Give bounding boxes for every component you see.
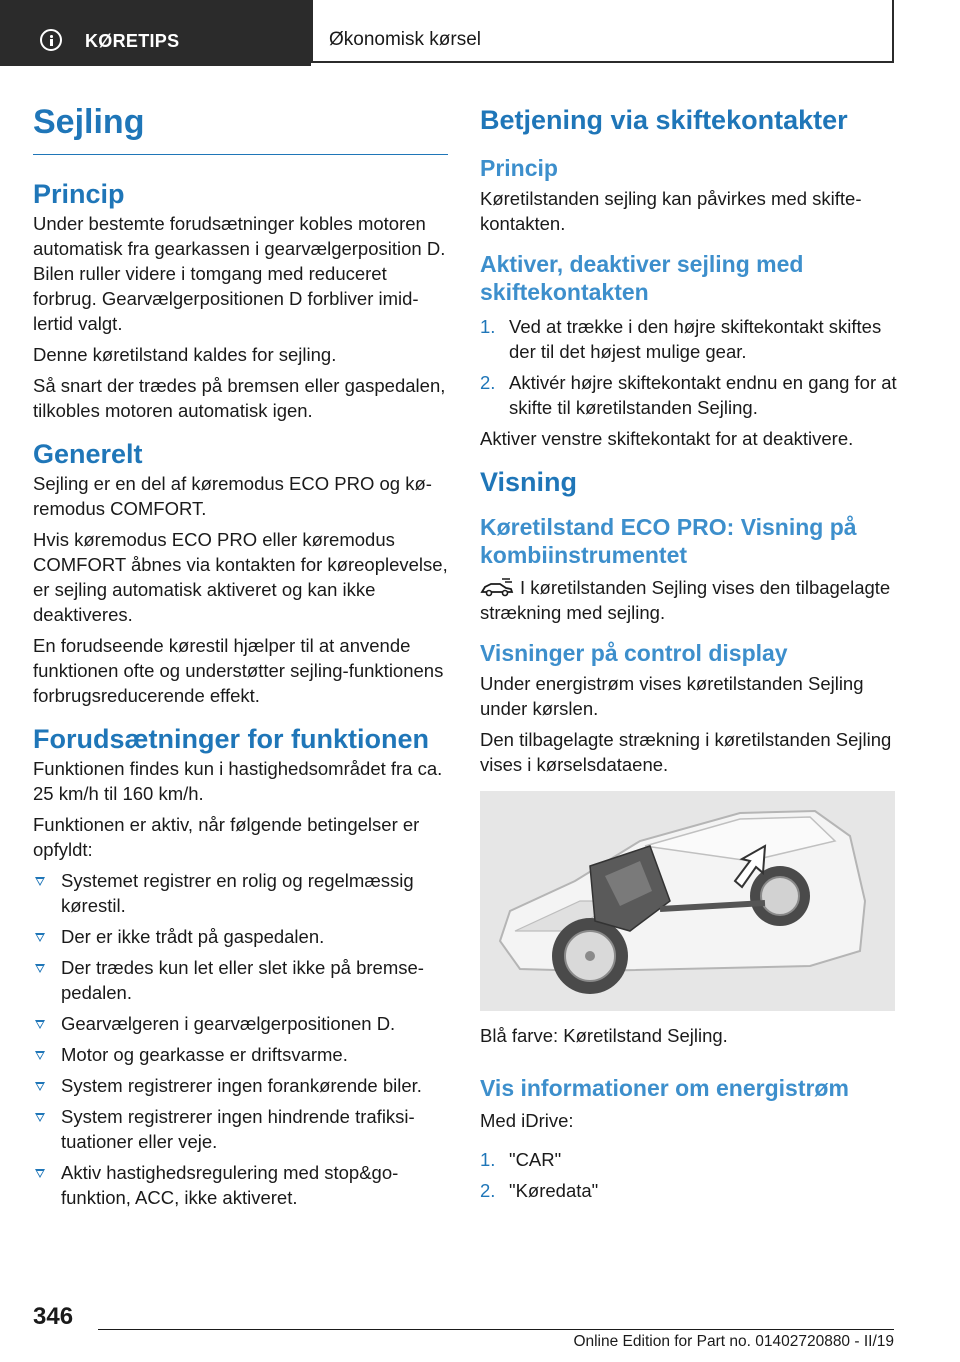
heading-control-display: Visninger på control display — [480, 640, 788, 666]
list-item: Der trædes kun let eller slet ikke på bremsepedalen. — [33, 955, 448, 1005]
paragraph: En forudseende kørestil hjælper til at anvende funktionen ofte og understøtter sejling-funktionens forbrugsreducerende effekt. — [33, 635, 444, 706]
triangle-bullet-icon — [35, 1113, 45, 1122]
triangle-bullet-icon — [35, 1169, 45, 1178]
list-item: 2. Aktivér højre skiftekontakt endnu en gang for at skifte til køretilstanden Sejling. — [480, 372, 897, 418]
paragraph: Så snart der trædes på bremsen eller gaspedalen, tilkobles motoren automatisk igen. — [33, 375, 446, 421]
heading-princip-2: Princip — [480, 155, 558, 181]
list-item: System registrerer ingen forankørende biler. — [33, 1073, 448, 1098]
triangle-bullet-icon — [35, 1082, 45, 1091]
heading-energistroem: Vis informationer om energistrøm — [480, 1075, 849, 1101]
page-header — [0, 0, 960, 66]
paragraph: Hvis køremodus ECO PRO eller køremodus COMFORT åbnes via kontakten for køreoplevelse, er sejling automatisk aktiveret og kan ikke deaktiveres. — [33, 529, 448, 625]
heading-aktiver: Aktiver, deaktiver sejling med skiftekontakten — [480, 251, 804, 305]
heading-princip: Princip — [33, 179, 125, 209]
triangle-bullet-icon — [35, 1020, 45, 1029]
right-column — [480, 100, 900, 1209]
list-item: Aktiv hastighedsregulering med stop&go-funktion, ACC, ikke aktiveret. — [33, 1160, 448, 1210]
steps-list — [480, 314, 900, 420]
paragraph: Funktionen er aktiv, når følgende betingelser er opfyldt: — [33, 814, 420, 860]
info-icon — [40, 29, 62, 51]
heading-generelt: Generelt — [33, 439, 143, 469]
page-number: 346 — [33, 1303, 74, 1330]
paragraph: Under energistrøm vises køretilstanden Sejling under kørslen. — [480, 673, 864, 719]
paragraph: Med iDrive: — [480, 1110, 574, 1131]
heading-eco-pro: Køretilstand ECO PRO: Visning på kombiinstrumentet — [480, 514, 857, 568]
paragraph: Køretilstanden sejling kan påvirkes med skiftekontakten. — [480, 188, 862, 234]
list-item: Der er ikke trådt på gaspedalen. — [33, 924, 448, 949]
triangle-bullet-icon — [35, 933, 45, 942]
list-item: Gearvælgeren i gearvælgerpositionen D. — [33, 1011, 448, 1036]
footer-divider — [98, 1329, 894, 1330]
heading-visning: Visning — [480, 467, 578, 497]
paragraph: Denne køretilstand kaldes for sejling. — [33, 344, 337, 365]
car-sailing-icon — [480, 577, 514, 597]
paragraph: I køretilstanden Sejling vises den tilbagelagte strækning med sejling. — [480, 577, 891, 623]
heading-forudsaetninger: Forudsætninger for funktionen — [33, 724, 429, 754]
triangle-bullet-icon — [35, 877, 45, 886]
idrive-steps-list — [480, 1147, 900, 1203]
paragraph: Sejling er en del af køremodus ECO PRO og køremodus COMFORT. — [33, 473, 432, 519]
paragraph: Under bestemte forudsætninger kobles motoren automatisk fra gearkassen i gearvælgerposition D. Bilen ruller videre i tomgang med reduceret forbrug. Gearvælgerpositionen D forbliver imidlertid valgt. — [33, 213, 446, 334]
paragraph: Aktiver venstre skiftekontakt for at deaktivere. — [480, 428, 854, 449]
list-item: 2. "Køredata" — [480, 1180, 599, 1201]
list-item: Motor og gearkasse er driftsvarme. — [33, 1042, 448, 1067]
car-illustration — [480, 791, 895, 1011]
heading-betjening: Betjening via skiftekontakter — [480, 105, 848, 135]
section-tab — [0, 0, 299, 66]
left-column — [33, 100, 448, 1216]
paragraph: Den tilbagelagte strækning i køretilstanden Sejling vises i kørselsdataene. — [480, 729, 892, 775]
triangle-bullet-icon — [35, 964, 45, 973]
header-divider — [299, 0, 311, 66]
footer-edition: Online Edition for Part no. 01402720880 - II/19 — [573, 1333, 894, 1350]
chapter-label: Økonomisk kørsel — [329, 29, 482, 50]
section-label: KØRETIPS — [85, 31, 180, 51]
page-title: Sejling — [33, 100, 448, 155]
list-item: Systemet registrer en rolig og regelmæssig kørestil. — [33, 868, 448, 918]
triangle-bullet-icon — [35, 1051, 45, 1060]
list-item: 1. Ved at trække i den højre skiftekontakt skiftes der til det højest mulige gear. — [480, 316, 882, 362]
list-item: System registrerer ingen hindrende trafiksituationer eller veje. — [33, 1104, 448, 1154]
figure-caption: Blå farve: Køretilstand Sejling. — [480, 1025, 728, 1046]
car-drivetrain-image — [480, 791, 895, 1011]
paragraph: Funktionen findes kun i hastighedsområdet fra ca. 25 km/h til 160 km/h. — [33, 758, 443, 804]
conditions-list — [33, 868, 448, 1210]
chapter-tab — [311, 0, 894, 63]
list-item: 1. "CAR" — [480, 1149, 562, 1170]
